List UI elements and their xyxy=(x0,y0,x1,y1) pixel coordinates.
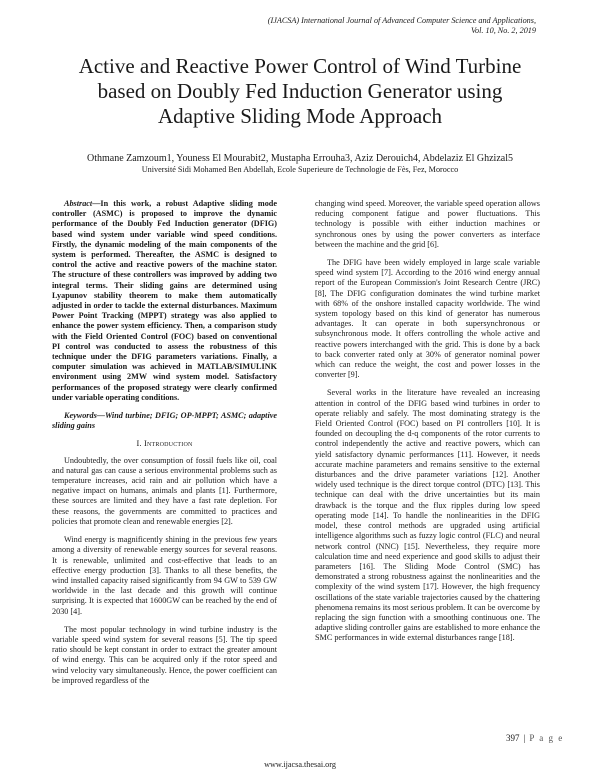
left-column xyxy=(52,199,277,694)
journal-url: www.ijacsa.thesai.org xyxy=(264,760,336,769)
paper-title-line2: based on Doubly Fed Induction Generator using xyxy=(97,79,503,103)
page-number: 397 xyxy=(506,733,520,743)
author-affiliation: Université Sidi Mohamed Ben Abdellah, Ecole Superieure de Technologie de Fès, Fez, Morocco xyxy=(141,165,459,174)
left-paragraph-2: Wind energy is magnificently shining in the previous few years among a diversity of renewable energy sources for several reasons. It is renewable, unlimited and cost-effective that leads to an effective energy production [3]. Thanks to all these benefits, the wind installed capacity raised significantly from 94 GW to 539 GW worldwide in the last decade and this growth will continue surprising. It is expected that 1600GW can be reached by the end of 2030 [4]. xyxy=(52,535,277,616)
section-title: Introduction xyxy=(144,439,193,449)
abstract-label: Abstract xyxy=(64,199,93,208)
left-paragraph-3: The most popular technology in wind turbine industry is the variable speed wind system for several reasons [5]. The tip speed ratio should be kept constant in order to extract the greater amount of wind energy. This can be acquired only if the rotor speed and wind velocity vary simultaneously. Hence, the power coefficient can be improved regardless of the xyxy=(52,624,277,685)
page-number-footer xyxy=(506,733,564,743)
abstract-text: —In this work, a robust Adaptive sliding mode controller (ASMC) is proposed to improve the dynamic performance of the Doubly Fed Induction generator (DFIG) based wind system under variable wind speed conditions. Firstly, the dynamic modeling of the main components of the system is performed. Thereafter, the ASMC is designed to control the active and reactive powers of the machine stator. The structure of these controllers was improved by adding two integral terms. Their sliding gains are determined using Lyapunov stability theorem to make them automatically adjusted in order to tackle the external disturbances. Maximum Power Point Tracking (MPPT) strategy was also applied to enhance the power system efficiency. Then, a comparison study with the Field Oriented Control (FOC) based on conventional PI control was conducted to assess the robustness of this technique under the DFIG parameters variations. Finally, a computer simulation was achieved in MATLAB/SIMULINK environment using 2MW wind system model. Satisfactory performances of the proposed strategy were clearly confirmed under variable operating conditions. xyxy=(52,199,277,402)
right-paragraph-2: The DFIG have been widely employed in large scale variable speed wind system [7]. According to the 2016 wind energy annual report of the European Commission's Joint Research Centre (JRC) [8], The DFIG configuration dominates the wind turbine market with 68% of the onshore installed capacity worldwide. The wind system topology based on this kind of generator has numerous advantages. It can operate in both supersynchronous or subsynchronous mode. It offers controlling the whole active and reactive powers interchanged with the grid. This is done by a back to back converter rated only at 30% of generator nominal power which can reduce the weight, the cost and power losses in the converter [9]. xyxy=(315,258,540,380)
abstract xyxy=(52,199,277,403)
paper-title-line3: Adaptive Sliding Mode Approach xyxy=(157,104,443,128)
right-paragraph-3: Several works in the literature have revealed an increasing attention in control of the DFIG based wind turbines in order to operate reliably and safely. The most dominating strategy is the Field Oriented Control (FOC) based on PI controllers [10]. It is founded on decoupling the d-q components of the rotor currents to control independently the active and reactive powers, which can yield satisfactory dynamic performances [11]. However, it needs accurate machine parameters and remains sensitive to the external disturbances and the drive parameter variations [12]. Another widely used technique is the direct torque control (DTC) [13]. This technique can deal with the drive uncertainties but its main drawback is the torque and the flux ripples during low speed operating mode [14]. To handle the nonlinearities in the DFIG model, these control methods are upgraded using artificial intelligence algorithms such as fuzzy logic control (FLC) and neural network control (NNC) [15]. Nevertheless, they require more calculation time and need experience and good skills to adjust their parameters [16]. The Sliding Mode Control (SMC) has demonstrated a strong robustness against the nonlinearities and the complexity of the wind system [17]. However, the high frequency oscillations of the state variable trajectories caused by the chattering phenomena remains its most serious problem. It can be overcome by replacing the sign function with a smoothing continuous one. The adaptive sliding controller gains are established to more enhance the SMC performances in wide external disturbances range [18]. xyxy=(315,388,540,643)
paper-title xyxy=(30,54,570,129)
right-column xyxy=(315,199,540,652)
left-paragraph-1: Undoubtedly, the over consumption of fossil fuels like oil, coal and natural gas can cause a serious environmental problems such as temperature increases, acid rain and air pollution which have a negative impact on humans, animals and plants [1]. Furthermore, these sources are limited and they have a fast rate depletion. For these reasons, the governments are committed to practices and policies that promote clean and renewable energies [2]. xyxy=(52,455,277,526)
right-paragraph-1: changing wind speed. Moreover, the variable speed operation allows reducing component fatigue and power fluctuations. This technology is possible with either induction machines or synchronous ones by using the power converters as interface between the machine and the grid [6]. xyxy=(315,199,540,249)
journal-header-line2: Vol. 10, No. 2, 2019 xyxy=(470,26,536,36)
author-list: Othmane Zamzoum1, Youness El Mourabit2, Mustapha Errouha3, Aziz Derouich4, Abdelaziz El Ghzizal5 xyxy=(86,153,513,164)
journal-header-line1: (IJACSA) International Journal of Advanced Computer Science and Applications, xyxy=(267,16,536,25)
keywords xyxy=(52,411,277,431)
paper-title-line1: Active and Reactive Power Control of Wind Turbine xyxy=(78,54,522,78)
section-number: I. xyxy=(136,439,142,449)
keywords-label: Keywords xyxy=(64,411,97,421)
journal-header xyxy=(176,16,536,37)
page-label: P a g e xyxy=(529,733,564,743)
section-heading-introduction xyxy=(52,439,277,449)
keywords-text: —Wind turbine; DFIG; OP-MPPT; ASMC; adaptive sliding gains xyxy=(52,411,277,431)
page-separator: | xyxy=(523,733,526,743)
